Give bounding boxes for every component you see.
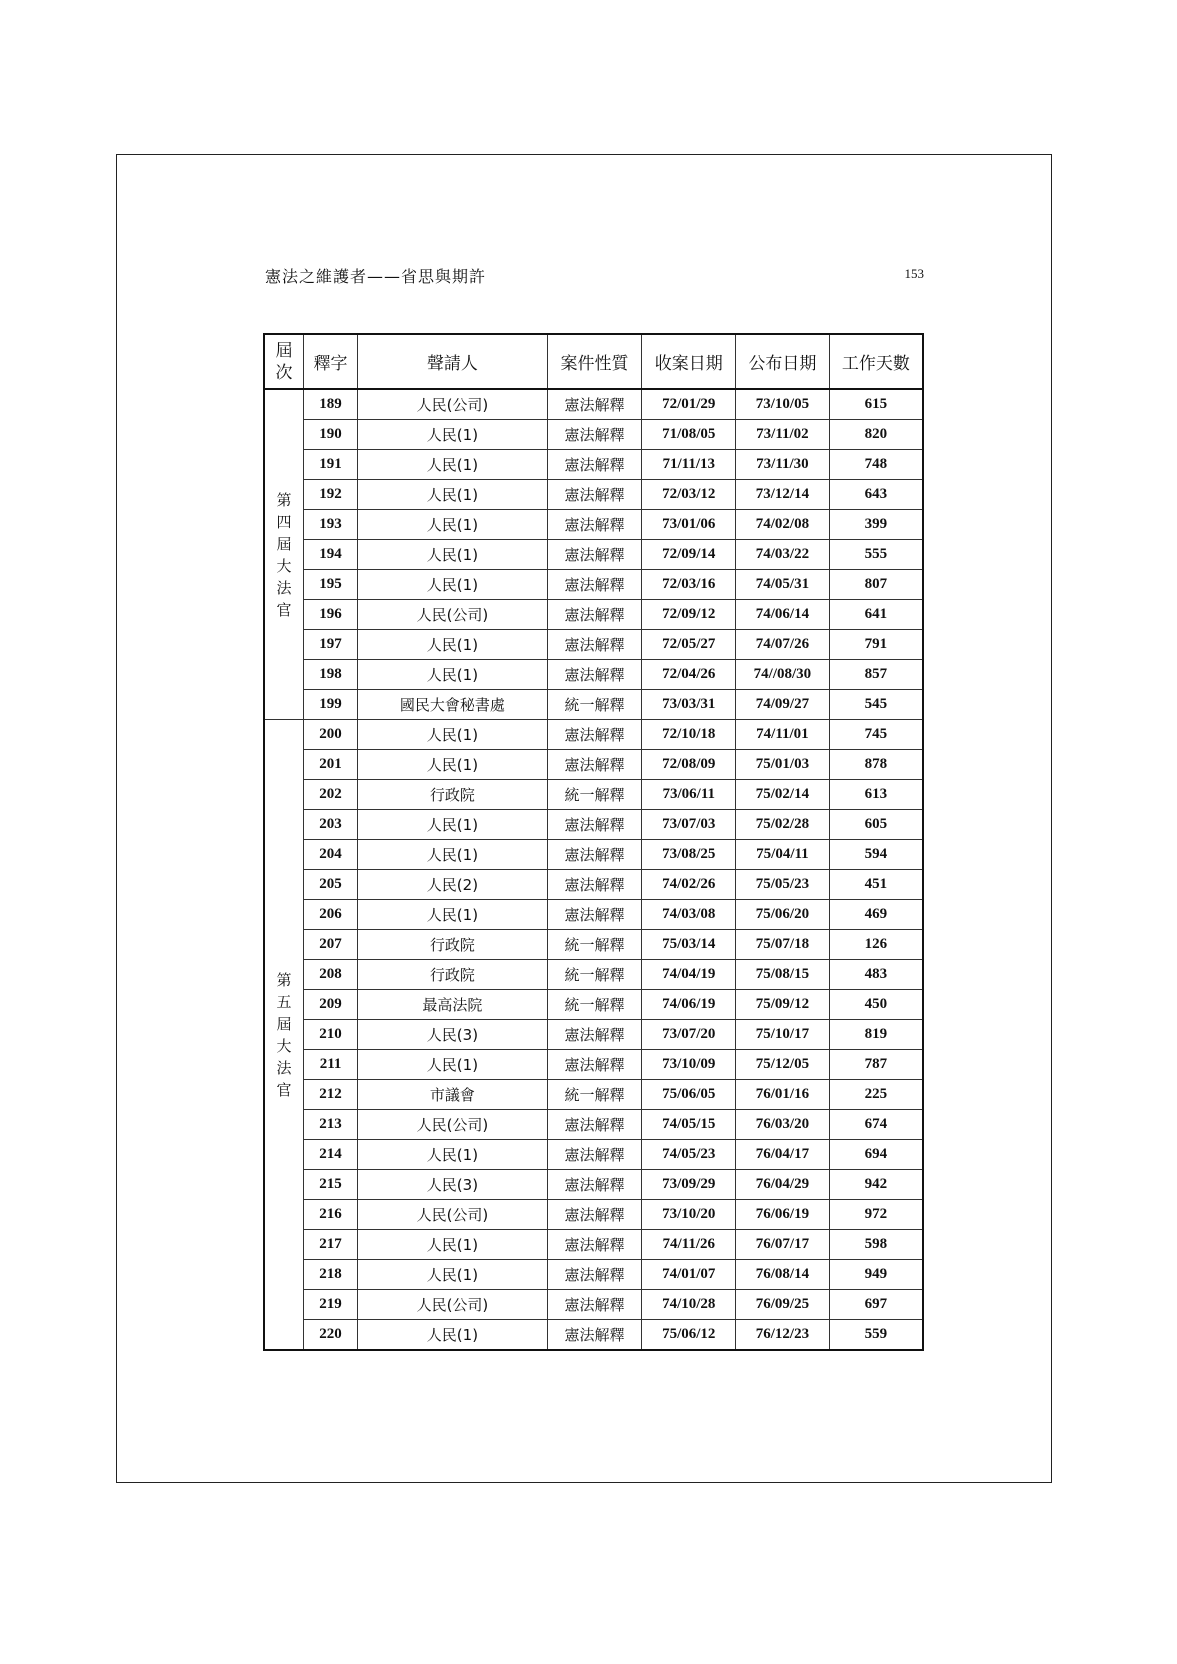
- table-row: [264, 389, 923, 420]
- case-type-cell: 憲法解釋: [547, 720, 642, 750]
- case-type-cell: 憲法解釋: [547, 570, 642, 600]
- case-type-cell: 憲法解釋: [547, 1170, 642, 1200]
- col-header-days: 工作天數: [829, 334, 923, 389]
- applicant-cell: 行政院: [358, 960, 548, 990]
- case-type-cell: 憲法解釋: [547, 1260, 642, 1290]
- table-row: [264, 870, 923, 900]
- working-days-cell: 545: [829, 690, 923, 720]
- received-date-cell: 72/09/14: [642, 540, 736, 570]
- received-date-cell: 75/06/12: [642, 1320, 736, 1351]
- table-row: [264, 960, 923, 990]
- working-days-cell: 745: [829, 720, 923, 750]
- working-days-cell: 820: [829, 420, 923, 450]
- published-date-cell: 74/09/27: [736, 690, 830, 720]
- applicant-cell: 人民(1): [358, 480, 548, 510]
- table-row: [264, 420, 923, 450]
- case-type-cell: 憲法解釋: [547, 510, 642, 540]
- applicant-cell: 人民(1): [358, 1320, 548, 1351]
- working-days-cell: 942: [829, 1170, 923, 1200]
- table-header-row: [264, 334, 923, 389]
- received-date-cell: 72/05/27: [642, 630, 736, 660]
- interpretation-number-cell: 219: [303, 1290, 357, 1320]
- working-days-cell: 643: [829, 480, 923, 510]
- applicant-cell: 人民(1): [358, 540, 548, 570]
- applicant-cell: 人民(1): [358, 1050, 548, 1080]
- case-type-cell: 統一解釋: [547, 960, 642, 990]
- interpretation-number-cell: 197: [303, 630, 357, 660]
- interpretation-number-cell: 214: [303, 1140, 357, 1170]
- published-date-cell: 75/05/23: [736, 870, 830, 900]
- received-date-cell: 73/08/25: [642, 840, 736, 870]
- published-date-cell: 76/12/23: [736, 1320, 830, 1351]
- applicant-cell: 人民(1): [358, 750, 548, 780]
- case-type-cell: 憲法解釋: [547, 1020, 642, 1050]
- applicant-cell: 人民(1): [358, 1260, 548, 1290]
- case-type-cell: 統一解釋: [547, 1080, 642, 1110]
- case-type-cell: 憲法解釋: [547, 750, 642, 780]
- applicant-cell: 人民(3): [358, 1020, 548, 1050]
- applicant-cell: 人民(公司): [358, 389, 548, 420]
- received-date-cell: 74/05/15: [642, 1110, 736, 1140]
- applicant-cell: 人民(公司): [358, 1290, 548, 1320]
- applicant-cell: 行政院: [358, 930, 548, 960]
- published-date-cell: 73/11/30: [736, 450, 830, 480]
- published-date-cell: 75/06/20: [736, 900, 830, 930]
- interpretation-number-cell: 189: [303, 389, 357, 420]
- col-header-number: 釋字: [303, 334, 357, 389]
- interpretation-number-cell: 200: [303, 720, 357, 750]
- applicant-cell: 人民(1): [358, 720, 548, 750]
- working-days-cell: 555: [829, 540, 923, 570]
- term-label: 第 四 屆 大 法 官: [264, 389, 303, 720]
- case-type-cell: 憲法解釋: [547, 1050, 642, 1080]
- interpretation-number-cell: 195: [303, 570, 357, 600]
- table-row: [264, 1050, 923, 1080]
- applicant-cell: 最高法院: [358, 990, 548, 1020]
- published-date-cell: 75/09/12: [736, 990, 830, 1020]
- table-row: [264, 900, 923, 930]
- received-date-cell: 75/06/05: [642, 1080, 736, 1110]
- interpretation-number-cell: 202: [303, 780, 357, 810]
- received-date-cell: 74/03/08: [642, 900, 736, 930]
- page-number: 153: [904, 266, 924, 281]
- table-row: [264, 1170, 923, 1200]
- table-row: [264, 510, 923, 540]
- published-date-cell: 75/08/15: [736, 960, 830, 990]
- received-date-cell: 73/03/31: [642, 690, 736, 720]
- published-date-cell: 74/11/01: [736, 720, 830, 750]
- received-date-cell: 73/06/11: [642, 780, 736, 810]
- working-days-cell: 450: [829, 990, 923, 1020]
- table-row: [264, 1110, 923, 1140]
- interpretation-number-cell: 205: [303, 870, 357, 900]
- table-row: [264, 1080, 923, 1110]
- published-date-cell: 75/12/05: [736, 1050, 830, 1080]
- applicant-cell: 人民(1): [358, 450, 548, 480]
- table-row: [264, 840, 923, 870]
- case-type-cell: 統一解釋: [547, 690, 642, 720]
- table-row: [264, 1200, 923, 1230]
- case-type-cell: 憲法解釋: [547, 389, 642, 420]
- published-date-cell: 73/12/14: [736, 480, 830, 510]
- table-row: [264, 750, 923, 780]
- working-days-cell: 613: [829, 780, 923, 810]
- table-row: [264, 1140, 923, 1170]
- case-type-cell: 憲法解釋: [547, 1320, 642, 1351]
- interpretation-number-cell: 191: [303, 450, 357, 480]
- published-date-cell: 75/01/03: [736, 750, 830, 780]
- published-date-cell: 75/10/17: [736, 1020, 830, 1050]
- interpretation-number-cell: 206: [303, 900, 357, 930]
- published-date-cell: 74//08/30: [736, 660, 830, 690]
- col-header-term: 屆 次: [264, 334, 303, 389]
- working-days-cell: 469: [829, 900, 923, 930]
- published-date-cell: 76/08/14: [736, 1260, 830, 1290]
- working-days-cell: 559: [829, 1320, 923, 1351]
- interpretation-number-cell: 198: [303, 660, 357, 690]
- received-date-cell: 74/06/19: [642, 990, 736, 1020]
- published-date-cell: 76/03/20: [736, 1110, 830, 1140]
- case-type-cell: 憲法解釋: [547, 840, 642, 870]
- case-type-cell: 憲法解釋: [547, 630, 642, 660]
- published-date-cell: 76/04/17: [736, 1140, 830, 1170]
- table-row: [264, 930, 923, 960]
- interpretation-number-cell: 199: [303, 690, 357, 720]
- received-date-cell: 72/03/16: [642, 570, 736, 600]
- working-days-cell: 483: [829, 960, 923, 990]
- published-date-cell: 75/02/14: [736, 780, 830, 810]
- received-date-cell: 74/05/23: [642, 1140, 736, 1170]
- term-label: 第 五 屆 大 法 官: [264, 720, 303, 1351]
- received-date-cell: 73/07/20: [642, 1020, 736, 1050]
- working-days-cell: 787: [829, 1050, 923, 1080]
- received-date-cell: 74/10/28: [642, 1290, 736, 1320]
- interpretation-number-cell: 204: [303, 840, 357, 870]
- interpretation-number-cell: 193: [303, 510, 357, 540]
- published-date-cell: 76/09/25: [736, 1290, 830, 1320]
- case-type-cell: 憲法解釋: [547, 480, 642, 510]
- working-days-cell: 791: [829, 630, 923, 660]
- published-date-cell: 76/04/29: [736, 1170, 830, 1200]
- applicant-cell: 人民(1): [358, 570, 548, 600]
- working-days-cell: 399: [829, 510, 923, 540]
- interpretation-number-cell: 190: [303, 420, 357, 450]
- interpretation-number-cell: 220: [303, 1320, 357, 1351]
- received-date-cell: 72/04/26: [642, 660, 736, 690]
- applicant-cell: 人民(1): [358, 810, 548, 840]
- working-days-cell: 225: [829, 1080, 923, 1110]
- working-days-cell: 594: [829, 840, 923, 870]
- published-date-cell: 73/11/02: [736, 420, 830, 450]
- case-type-cell: 憲法解釋: [547, 540, 642, 570]
- table-row: [264, 1290, 923, 1320]
- applicant-cell: 人民(1): [358, 900, 548, 930]
- interpretation-number-cell: 208: [303, 960, 357, 990]
- applicant-cell: 人民(2): [358, 870, 548, 900]
- applicant-cell: 人民(1): [358, 1230, 548, 1260]
- interpretation-number-cell: 216: [303, 1200, 357, 1230]
- applicant-cell: 人民(公司): [358, 1110, 548, 1140]
- working-days-cell: 694: [829, 1140, 923, 1170]
- received-date-cell: 73/07/03: [642, 810, 736, 840]
- table-row: [264, 630, 923, 660]
- published-date-cell: 76/06/19: [736, 1200, 830, 1230]
- received-date-cell: 72/10/18: [642, 720, 736, 750]
- published-date-cell: 74/02/08: [736, 510, 830, 540]
- working-days-cell: 451: [829, 870, 923, 900]
- table-row: [264, 690, 923, 720]
- published-date-cell: 75/04/11: [736, 840, 830, 870]
- working-days-cell: 748: [829, 450, 923, 480]
- table-row: [264, 1230, 923, 1260]
- working-days-cell: 605: [829, 810, 923, 840]
- received-date-cell: 71/11/13: [642, 450, 736, 480]
- table-row: [264, 600, 923, 630]
- published-date-cell: 76/07/17: [736, 1230, 830, 1260]
- case-type-cell: 憲法解釋: [547, 900, 642, 930]
- case-type-cell: 憲法解釋: [547, 600, 642, 630]
- interpretation-number-cell: 209: [303, 990, 357, 1020]
- published-date-cell: 73/10/05: [736, 389, 830, 420]
- published-date-cell: 75/02/28: [736, 810, 830, 840]
- applicant-cell: 人民(3): [358, 1170, 548, 1200]
- table-row: [264, 1320, 923, 1351]
- case-type-cell: 憲法解釋: [547, 660, 642, 690]
- case-type-cell: 統一解釋: [547, 780, 642, 810]
- applicant-cell: 市議會: [358, 1080, 548, 1110]
- published-date-cell: 75/07/18: [736, 930, 830, 960]
- interpretation-number-cell: 212: [303, 1080, 357, 1110]
- received-date-cell: 73/10/20: [642, 1200, 736, 1230]
- received-date-cell: 73/09/29: [642, 1170, 736, 1200]
- received-date-cell: 73/10/09: [642, 1050, 736, 1080]
- received-date-cell: 72/08/09: [642, 750, 736, 780]
- working-days-cell: 949: [829, 1260, 923, 1290]
- case-type-cell: 憲法解釋: [547, 1200, 642, 1230]
- case-type-cell: 統一解釋: [547, 990, 642, 1020]
- table-row: [264, 780, 923, 810]
- applicant-cell: 人民(1): [358, 840, 548, 870]
- published-date-cell: 74/03/22: [736, 540, 830, 570]
- interpretation-number-cell: 196: [303, 600, 357, 630]
- case-type-cell: 憲法解釋: [547, 1140, 642, 1170]
- col-header-published: 公布日期: [736, 334, 830, 389]
- interpretation-number-cell: 192: [303, 480, 357, 510]
- working-days-cell: 598: [829, 1230, 923, 1260]
- interpretation-number-cell: 210: [303, 1020, 357, 1050]
- working-days-cell: 857: [829, 660, 923, 690]
- received-date-cell: 75/03/14: [642, 930, 736, 960]
- received-date-cell: 71/08/05: [642, 420, 736, 450]
- case-type-cell: 憲法解釋: [547, 870, 642, 900]
- received-date-cell: 72/09/12: [642, 600, 736, 630]
- interpretation-number-cell: 213: [303, 1110, 357, 1140]
- interpretation-number-cell: 201: [303, 750, 357, 780]
- interpretation-number-cell: 215: [303, 1170, 357, 1200]
- table-body: [264, 389, 923, 1350]
- published-date-cell: 76/01/16: [736, 1080, 830, 1110]
- interpretation-number-cell: 217: [303, 1230, 357, 1260]
- table-row: [264, 990, 923, 1020]
- working-days-cell: 615: [829, 389, 923, 420]
- running-head: 憲法之維護者——省思與期許: [265, 267, 487, 286]
- applicant-cell: 人民(1): [358, 630, 548, 660]
- table-row: [264, 720, 923, 750]
- interpretations-table: [263, 333, 924, 1351]
- table-row: [264, 450, 923, 480]
- case-type-cell: 憲法解釋: [547, 810, 642, 840]
- working-days-cell: 126: [829, 930, 923, 960]
- received-date-cell: 74/04/19: [642, 960, 736, 990]
- interpretation-number-cell: 194: [303, 540, 357, 570]
- col-header-type: 案件性質: [547, 334, 642, 389]
- working-days-cell: 674: [829, 1110, 923, 1140]
- published-date-cell: 74/05/31: [736, 570, 830, 600]
- interpretation-number-cell: 211: [303, 1050, 357, 1080]
- received-date-cell: 73/01/06: [642, 510, 736, 540]
- table-row: [264, 1260, 923, 1290]
- working-days-cell: 819: [829, 1020, 923, 1050]
- table-row: [264, 540, 923, 570]
- published-date-cell: 74/06/14: [736, 600, 830, 630]
- received-date-cell: 72/03/12: [642, 480, 736, 510]
- interpretation-number-cell: 203: [303, 810, 357, 840]
- working-days-cell: 972: [829, 1200, 923, 1230]
- applicant-cell: 行政院: [358, 780, 548, 810]
- case-type-cell: 憲法解釋: [547, 450, 642, 480]
- received-date-cell: 72/01/29: [642, 389, 736, 420]
- received-date-cell: 74/11/26: [642, 1230, 736, 1260]
- working-days-cell: 878: [829, 750, 923, 780]
- table-row: [264, 810, 923, 840]
- col-header-received: 收案日期: [642, 334, 736, 389]
- table-row: [264, 660, 923, 690]
- applicant-cell: 人民(1): [358, 510, 548, 540]
- applicant-cell: 人民(1): [358, 660, 548, 690]
- applicant-cell: 人民(1): [358, 1140, 548, 1170]
- working-days-cell: 641: [829, 600, 923, 630]
- case-type-cell: 憲法解釋: [547, 420, 642, 450]
- received-date-cell: 74/01/07: [642, 1260, 736, 1290]
- case-type-cell: 憲法解釋: [547, 1230, 642, 1260]
- interpretation-number-cell: 218: [303, 1260, 357, 1290]
- working-days-cell: 807: [829, 570, 923, 600]
- applicant-cell: 人民(公司): [358, 1200, 548, 1230]
- applicant-cell: 國民大會秘書處: [358, 690, 548, 720]
- table-row: [264, 480, 923, 510]
- case-type-cell: 憲法解釋: [547, 1290, 642, 1320]
- col-header-applicant: 聲請人: [358, 334, 548, 389]
- interpretation-number-cell: 207: [303, 930, 357, 960]
- applicant-cell: 人民(公司): [358, 600, 548, 630]
- table-row: [264, 1020, 923, 1050]
- case-type-cell: 統一解釋: [547, 930, 642, 960]
- working-days-cell: 697: [829, 1290, 923, 1320]
- case-type-cell: 憲法解釋: [547, 1110, 642, 1140]
- table-row: [264, 570, 923, 600]
- published-date-cell: 74/07/26: [736, 630, 830, 660]
- received-date-cell: 74/02/26: [642, 870, 736, 900]
- applicant-cell: 人民(1): [358, 420, 548, 450]
